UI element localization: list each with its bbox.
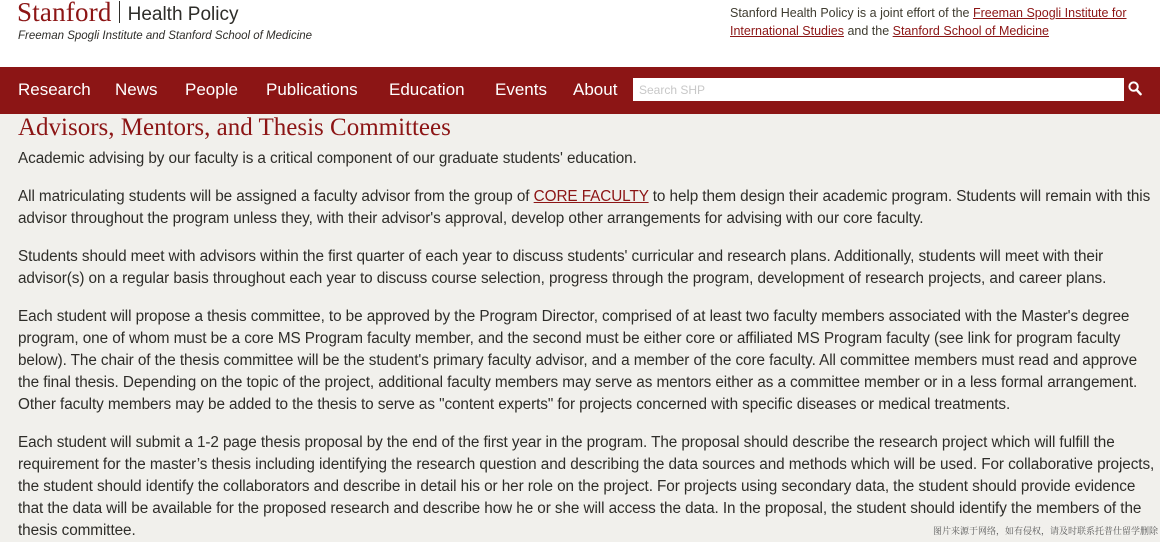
site-tagline: Freeman Spogli Institute and Stanford School of Medicine: [18, 30, 313, 42]
nav-item-publications[interactable]: Publications: [266, 80, 358, 99]
nav-item-news[interactable]: News: [115, 80, 158, 99]
nav-item-education[interactable]: Education: [389, 80, 465, 99]
meeting-paragraph: Students should meet with advisors within the first quarter of each year to discuss students' curricular and research plans. Additionally, students will meet with their advisor(s) on a regular basis throughout each year to discuss course selection, progress through the program, development of research projects, and career plans.: [18, 248, 1107, 287]
search-icon[interactable]: [1128, 81, 1142, 97]
fsi-link[interactable]: Freeman Spogli Institute for International Studies: [730, 6, 1127, 38]
som-link[interactable]: Stanford School of Medicine: [892, 24, 1049, 38]
proposal-paragraph: Each student will submit a 1-2 page thesis proposal by the end of the first year in the program. The proposal should describe the research project which will fulfill the requirement for the master’s thesis including identifying the research question and describing the data sources and methods which will be used. For collaborative projects, the student should identify the collaborators and describe in detail his or her role on the project. For projects using secondary data, the student should provide evidence that the data will be available for the proposed research and describe how he or she will access the data. In the proposal, the student should identify the members of the thesis committee.: [18, 434, 1155, 539]
intro-paragraph: Academic advising by our faculty is a critical component of our graduate students' education.: [18, 150, 637, 167]
image-source-watermark: 图片来源于网络，如有侵权，请及时联系托普仕留学删除: [932, 527, 1158, 537]
stanford-wordmark: Stanford: [17, 0, 112, 27]
nav-item-research[interactable]: Research: [18, 80, 91, 99]
unit-name: Health Policy: [127, 4, 239, 25]
advisor-text-before: All matriculating students will be assigned a faculty advisor from the group of: [18, 188, 534, 205]
site-header: [0, 0, 1160, 67]
logo-divider: [119, 1, 120, 23]
site-logo[interactable]: [17, 0, 238, 26]
advisor-paragraph: [18, 186, 1155, 230]
nav-item-events[interactable]: Events: [495, 80, 547, 99]
main-nav: [0, 67, 1160, 114]
affiliation-note: [730, 4, 1155, 40]
advisor-text-after: to help them design their academic program. Students will remain with this advisor throughout the program unless they, with their advisor's approval, develop other arrangements for advising with our core faculty.: [18, 188, 1151, 227]
page-title: Advisors, Mentors, and Thesis Committees: [18, 114, 451, 141]
committee-paragraph: Each student will propose a thesis committee, to be approved by the Program Director, comprised of at least two faculty members associated with the Master's degree program, one of whom must be a core MS Program faculty member, and the second must be either core or affiliated MS Program faculty (see link for program faculty below). The chair of the thesis committee will be the student's primary faculty advisor, and a member of the core faculty. All committee members must read and approve the final thesis. Depending on the topic of the project, additional faculty members may serve as mentors either as a committee member or in a less formal arrangement. Other faculty members may be added to the thesis to serve as "content experts" for projects concerned with specific diseases or medical treatments.: [18, 308, 1138, 413]
nav-item-people[interactable]: People: [185, 80, 238, 99]
core-faculty-link[interactable]: CORE FACULTY: [533, 188, 649, 205]
main-content: [18, 114, 1155, 542]
affiliation-middle: and the: [843, 24, 893, 38]
search-input[interactable]: [633, 78, 1124, 101]
affiliation-prefix: Stanford Health Policy is a joint effort of the: [730, 6, 973, 20]
nav-item-about[interactable]: About: [573, 80, 618, 99]
